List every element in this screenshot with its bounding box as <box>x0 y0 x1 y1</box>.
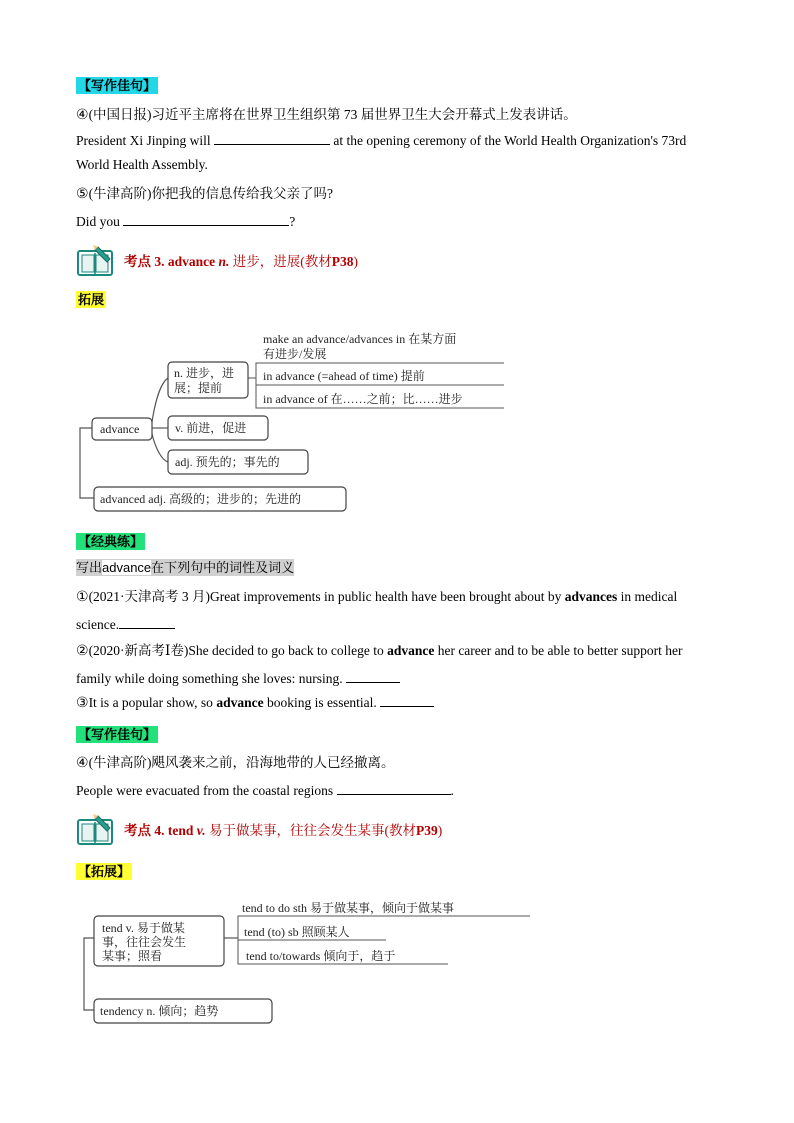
tend-item-2: tend (to) sb 照顾某人 <box>244 925 350 939</box>
advanced-box-text: advanced adj. 高级的；进步的；先进的 <box>100 492 301 506</box>
tend-box-line2: 事，往往会发生 <box>102 935 187 949</box>
practice-instruction: 写出advance在下列句中的词性及词义 <box>76 560 295 575</box>
verb-box-text: v. 前进，促进 <box>175 421 247 435</box>
question-5-english: Did you ? <box>76 211 718 232</box>
exam-point-4-heading: 考点 4. tend v. 易于做某事，往往会发生某事(教材P39) <box>76 812 442 846</box>
practice-question-2: ②(2020·新高考Ⅰ卷)She decided to go back to college to advance her career and to be able to better support her <box>76 643 683 659</box>
noun-box-line2: 展；提前 <box>174 381 223 395</box>
section-tag-extension-2: 【拓展】 <box>78 864 131 879</box>
writing-question-4-english: People were evacuated from the coastal regions . <box>76 780 718 801</box>
mind-map-root: advance <box>100 422 140 436</box>
tend-item-1: tend to do sth 易于做某事，倾向于做某事 <box>242 901 454 915</box>
answer-blank[interactable] <box>214 130 330 145</box>
tend-mind-map <box>80 898 540 1028</box>
noun-item-2: in advance (=ahead of time) 提前 <box>263 369 425 383</box>
section-tag-writing-2: 【写作佳句】 <box>78 727 157 742</box>
tendency-box-text: tendency n. 倾向；趋势 <box>100 1004 219 1018</box>
adj-box-text: adj. 预先的；事先的 <box>175 455 280 469</box>
tend-box-line3: 某事；照看 <box>102 949 163 963</box>
answer-blank[interactable] <box>337 780 451 795</box>
answer-blank[interactable] <box>123 211 289 226</box>
question-4-english: President Xi Jinping will at the opening ceremony of the World Health Organization's 73rd <box>76 130 718 151</box>
answer-blank[interactable] <box>346 668 400 683</box>
notebook-pencil-icon <box>76 812 116 846</box>
tend-box-line1: tend v. 易于做某 <box>102 921 185 935</box>
section-tag-extension: 拓展 <box>78 292 105 307</box>
noun-box-line1: n. 进步，进 <box>174 366 235 380</box>
practice-question-3: ③It is a popular show, so advance booking is essential. <box>76 692 718 713</box>
question-5-chinese: ⑤(牛津高阶)你把我的信息传给我父亲了吗? <box>76 186 334 202</box>
answer-blank[interactable] <box>119 614 175 629</box>
question-4-chinese: ④(中国日报)习近平主席将在世界卫生组织第 73 届世界卫生大会开幕式上发表讲话。 <box>76 107 577 123</box>
tend-item-3: tend to/towards 倾向于，趋于 <box>246 949 396 963</box>
noun-item-1: make an advance/advances in 在某方面 <box>263 332 457 346</box>
section-tag-writing: 【写作佳句】 <box>78 78 157 93</box>
advance-mind-map <box>76 326 516 518</box>
exam-point-3-heading: 考点 3. advance n. 进步，进展(教材P38) <box>76 243 358 277</box>
question-4-english-cont: World Health Assembly. <box>76 157 208 172</box>
practice-question-2-cont: family while doing something she loves: nursing. <box>76 668 718 689</box>
practice-question-1-cont: science. <box>76 614 718 635</box>
notebook-pencil-icon <box>76 243 116 277</box>
practice-question-1: ①(2021·天津高考 3 月)Great improvements in public health have been brought about by advances in medical <box>76 589 678 605</box>
noun-item-1-cont: 有进步/发展 <box>263 347 327 361</box>
writing-question-4-chinese: ④(牛津高阶)飓风袭来之前，沿海地带的人已经撤离。 <box>76 755 395 771</box>
section-tag-practice: 【经典练】 <box>78 534 144 549</box>
noun-item-3: in advance of 在……之前；比……进步 <box>263 392 463 406</box>
answer-blank[interactable] <box>380 692 434 707</box>
